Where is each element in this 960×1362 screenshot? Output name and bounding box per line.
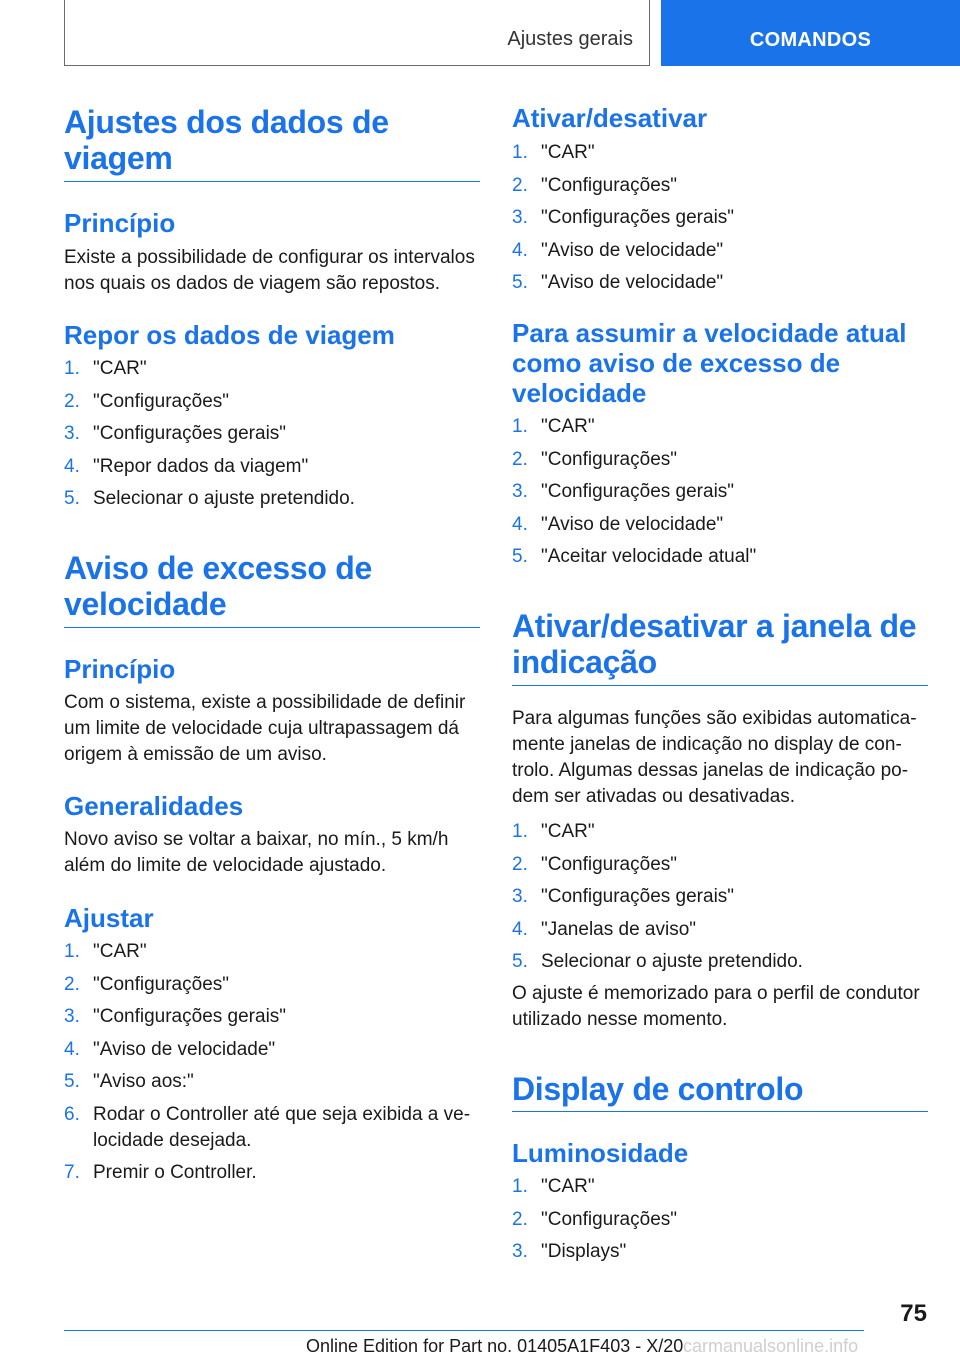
list-item [512, 140, 928, 166]
list-item-text: "Configurações" [93, 390, 230, 412]
list-item-number: 3. [64, 423, 80, 444]
list-item [64, 939, 480, 965]
list-item-text: "Configurações" [541, 174, 678, 196]
list-item [512, 852, 928, 878]
list-item [64, 486, 480, 512]
list-item-number: 2. [512, 448, 528, 470]
list-item-text: Rodar o Controller até que seja exibida a velocidade desejada. [93, 1103, 471, 1151]
heading-brightness: Luminosidade [512, 1138, 689, 1168]
list-item [64, 1037, 480, 1063]
paragraph-general: Novo aviso se voltar a baixar, no mín., 5 km/h além do limite de velocidade ajustado. [64, 829, 449, 876]
list-item-text: "CAR" [541, 416, 595, 437]
page-number: 75 [900, 1300, 927, 1327]
list-item-text: "Aviso de velocidade" [93, 1038, 276, 1060]
list-item-text: Premir o Controller. [93, 1162, 257, 1183]
list-item-text: "Aviso aos:" [93, 1071, 194, 1092]
list-brightness-steps [512, 1174, 928, 1272]
list-item-text: Selecionar o ajuste pretendido. [541, 951, 803, 972]
heading-indicator-window: Ativar/desativar a janela de indicação [512, 608, 917, 680]
header-section-box [64, 0, 650, 66]
heading-rule [64, 181, 480, 182]
heading-adjust: Ajustar [64, 903, 154, 933]
paragraph-principle-speed: Com o sistema, existe a possibilidade de definir um limite de velocidade cuja ultrapassagem dá origem à emissão de um aviso. [64, 692, 466, 765]
footer-edition: Online Edition for Part no. 01405A1F403 - X/20 [306, 1336, 684, 1356]
list-item [512, 544, 928, 570]
heading-rule [64, 627, 480, 628]
list-item [64, 356, 480, 382]
list-item [512, 270, 928, 296]
list-item-number: 5. [512, 546, 528, 567]
list-item [512, 1239, 928, 1265]
list-item [512, 447, 928, 473]
list-item-text: "CAR" [93, 941, 147, 962]
heading-control-display: Display de controlo [512, 1071, 804, 1107]
list-item-number: 1. [512, 1176, 528, 1197]
list-item-number: 5. [512, 951, 528, 972]
list-item [64, 1160, 480, 1186]
heading-trip-data: Ajustes dos dados de viagem [64, 104, 389, 176]
list-item [512, 949, 928, 975]
list-item [64, 1102, 480, 1154]
list-item-number: 7. [64, 1162, 80, 1183]
list-item-number: 1. [64, 941, 80, 962]
list-reset-steps [64, 356, 480, 519]
list-item-number: 2. [512, 174, 528, 196]
list-item-number: 3. [512, 481, 528, 502]
list-item-text: "Configurações gerais" [541, 886, 735, 907]
heading-rule [512, 685, 928, 686]
list-item-number: 3. [64, 1006, 80, 1027]
list-item-number: 2. [512, 1208, 528, 1230]
list-item [64, 454, 480, 480]
heading-rule [512, 1111, 928, 1112]
list-adjust-steps [64, 939, 480, 1193]
watermark: carmanualsonline.info [683, 1336, 859, 1356]
list-item-text: "CAR" [541, 1176, 595, 1197]
heading-accept-speed: Para assumir a velocidade atual como aviso de excesso de velocidade [512, 318, 907, 408]
list-item [512, 479, 928, 505]
list-item-number: 5. [512, 272, 528, 293]
list-item-text: "Janelas de aviso" [541, 918, 697, 940]
list-item-number: 1. [64, 358, 80, 379]
list-item-number: 1. [512, 142, 528, 163]
list-item [512, 512, 928, 538]
list-item-text: "Displays" [541, 1241, 627, 1262]
list-item [512, 1207, 928, 1233]
list-item-number: 5. [64, 1071, 80, 1092]
list-item-number: 3. [512, 207, 528, 228]
list-item-text: "Aceitar velocidade atual" [541, 546, 757, 567]
list-item-number: 5. [64, 488, 80, 509]
list-item-text: "Configurações gerais" [541, 481, 735, 502]
header-chapter-tab: COMANDOS [661, 0, 960, 66]
list-item-text: "Configurações" [93, 973, 230, 995]
list-item-number: 1. [512, 821, 528, 842]
list-item [512, 884, 928, 910]
list-item-number: 2. [512, 853, 528, 875]
heading-general: Generalidades [64, 791, 244, 821]
header-section-title: Ajustes gerais [507, 28, 633, 50]
list-item-text: "Aviso de velocidade" [541, 513, 724, 535]
list-item-number: 4. [512, 918, 528, 940]
list-item-number: 2. [64, 390, 80, 412]
heading-principle-trip: Princípio [64, 208, 176, 238]
list-item-number: 4. [512, 239, 528, 261]
list-item-number: 1. [512, 416, 528, 437]
list-item-text: "Aviso de velocidade" [541, 239, 724, 261]
list-toggle-steps [512, 140, 928, 303]
list-window-steps [512, 819, 928, 982]
list-item-number: 2. [64, 973, 80, 995]
heading-toggle: Ativar/desativar [512, 103, 708, 133]
list-item-number: 3. [512, 886, 528, 907]
list-item-number: 6. [64, 1103, 80, 1125]
list-item-text: "Repor dados da viagem" [93, 455, 309, 477]
list-item-text: "Configurações gerais" [541, 207, 735, 228]
paragraph-memorized: O ajuste é memorizado para o perfil de condutor utilizado nesse momento. [512, 983, 920, 1030]
list-accept-steps [512, 414, 928, 577]
list-item-text: "Aviso de velocidade" [541, 272, 724, 293]
list-item [64, 972, 480, 998]
list-item-text: "CAR" [541, 821, 595, 842]
list-item-text: "Configurações gerais" [93, 1006, 287, 1027]
list-item-number: 3. [512, 1241, 528, 1262]
list-item-text: "Configurações" [541, 1208, 678, 1230]
list-item [512, 1174, 928, 1200]
list-item-text: "CAR" [93, 358, 147, 379]
list-item [512, 238, 928, 264]
list-item [512, 414, 928, 440]
footer-rule [64, 1330, 864, 1331]
heading-speed-warning: Aviso de excesso de velocidade [64, 550, 372, 622]
list-item [64, 1004, 480, 1030]
list-item [512, 917, 928, 943]
list-item-text: "Configurações" [541, 448, 678, 470]
list-item [512, 819, 928, 845]
paragraph-indicator-window: Para algumas funções são exibidas automaticamente janelas de indicação no display de controlo. Algumas dessas janelas de indicação podem ser ativadas ou desativadas. [512, 708, 917, 807]
list-item-number: 4. [512, 513, 528, 535]
list-item-number: 4. [64, 1038, 80, 1060]
list-item [64, 421, 480, 447]
list-item [64, 389, 480, 415]
list-item-text: "CAR" [541, 142, 595, 163]
heading-reset-trip: Repor os dados de viagem [64, 320, 395, 350]
list-item-text: "Configurações gerais" [93, 423, 287, 444]
list-item-number: 4. [64, 455, 80, 477]
heading-principle-speed: Princípio [64, 654, 176, 684]
list-item-text: "Configurações" [541, 853, 678, 875]
list-item [512, 205, 928, 231]
paragraph-principle-trip: Existe a possibilidade de configurar os intervalos nos quais os dados de viagem são repostos. [64, 247, 475, 294]
list-item-text: Selecionar o ajuste pretendido. [93, 488, 355, 509]
list-item [512, 173, 928, 199]
list-item [64, 1069, 480, 1095]
